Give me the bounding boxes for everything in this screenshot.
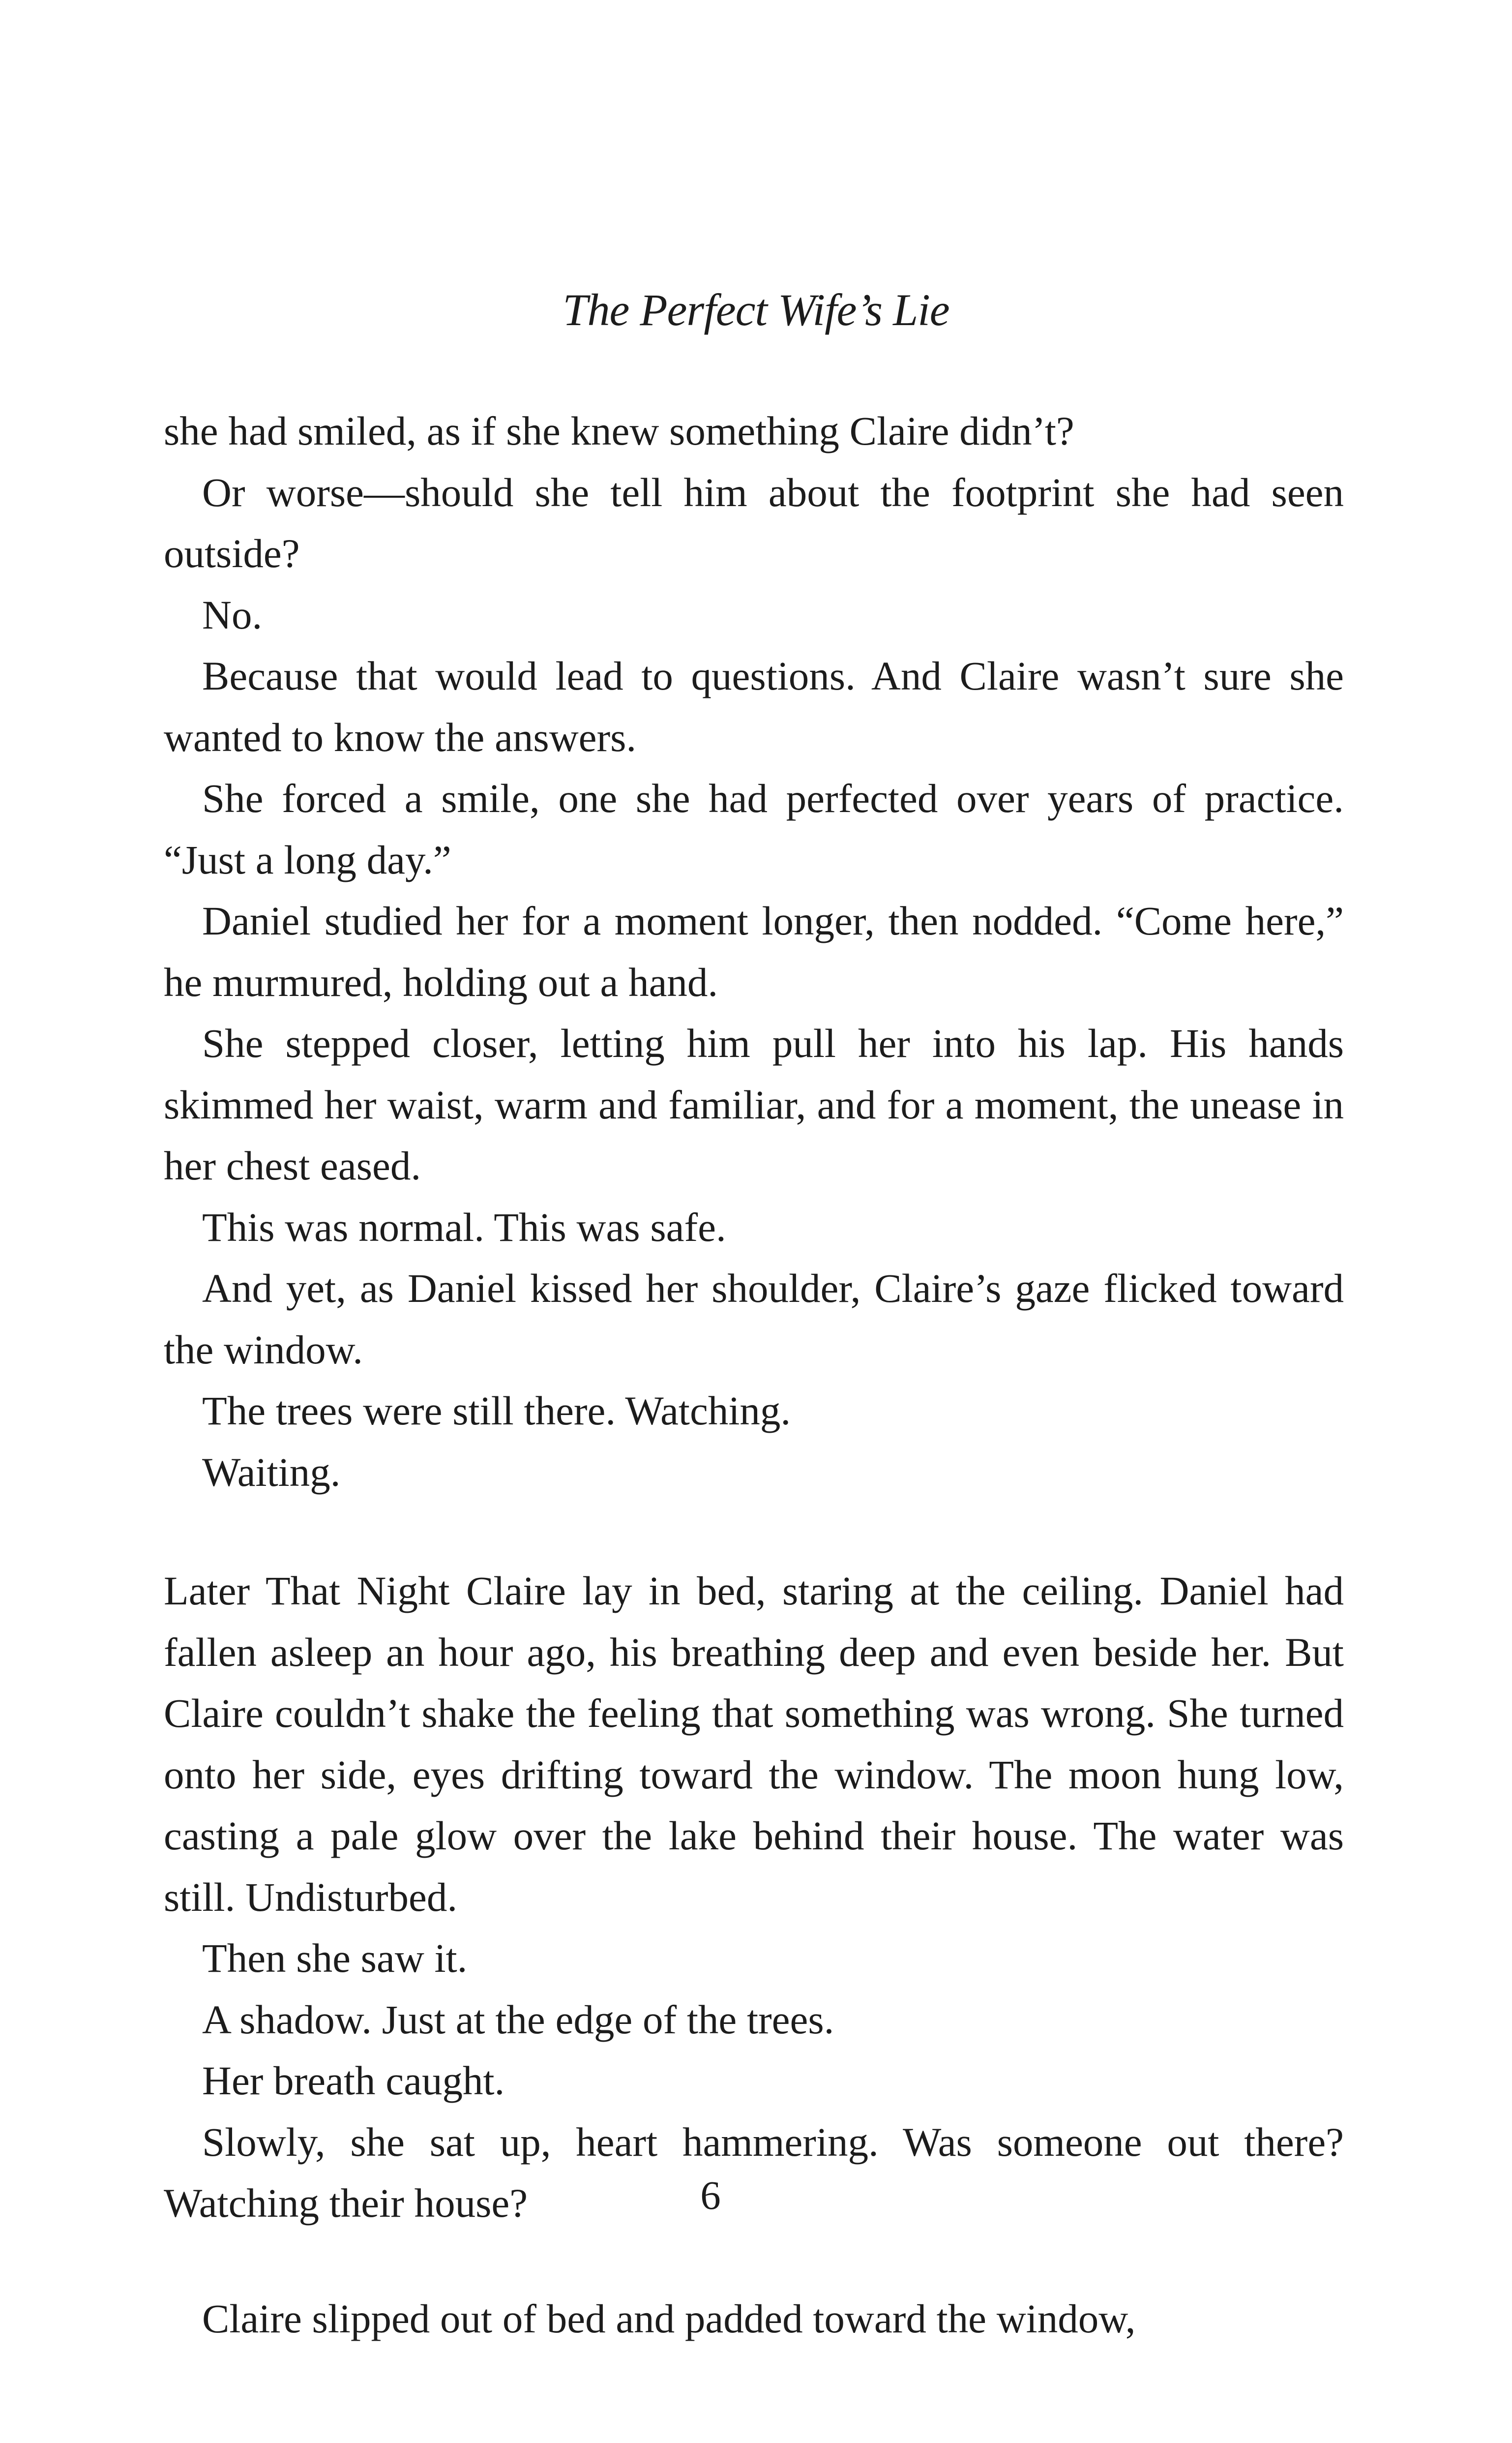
paragraph: She stepped closer, letting him pull her into his lap. His hands skimmed her waist, warm and familiar, and for a moment, the unease in her chest eased. bbox=[164, 1021, 1344, 1188]
paragraph: Or worse—should she tell him about the footprint she had seen outside? bbox=[164, 469, 1344, 576]
section-paragraph: Later That Night Claire lay in bed, staring at the ceiling. Daniel had fallen asleep an hour ago, his breathing deep and even beside her. But Claire couldn’t shake the feeling that something was wrong. She turned onto her side, eyes drifting toward the window. The moon hung low, casting a pale glow over the lake behind their house. The water was still. Undisturbed. bbox=[164, 1568, 1344, 1920]
paragraph: No. bbox=[202, 592, 263, 637]
paragraph: Then she saw it. bbox=[202, 1935, 468, 1981]
paragraph: A shadow. Just at the edge of the trees. bbox=[202, 1996, 834, 2042]
paragraph: Slowly, she sat up, heart hammering. Was someone out there? Watching their house? bbox=[164, 2119, 1344, 2226]
paragraph: And yet, as Daniel kissed her shoulder, Claire’s gaze flicked toward the window. bbox=[164, 1266, 1344, 1372]
running-head-title: The Perfect Wife’s Lie bbox=[563, 285, 949, 335]
body-text-upper bbox=[164, 400, 1344, 1503]
body-text-lower bbox=[164, 1560, 1344, 2234]
paragraph: she had smiled, as if she knew something Claire didn’t? bbox=[164, 408, 1074, 453]
paragraph: Daniel studied her for a moment longer, then nodded. “Come here,” he murmured, holding out a hand. bbox=[164, 898, 1344, 1005]
paragraph: This was normal. This was safe. bbox=[202, 1204, 726, 1250]
paragraph: She forced a smile, one she had perfected over years of practice. “Just a long day.” bbox=[164, 776, 1344, 882]
page-number: 6 bbox=[700, 2172, 721, 2218]
paragraph: The trees were still there. Watching. bbox=[202, 1388, 791, 1433]
paragraph: Waiting. bbox=[202, 1449, 341, 1495]
paragraph: Because that would lead to questions. And Claire wasn’t sure she wanted to know the answers. bbox=[164, 653, 1344, 760]
paragraph: Claire slipped out of bed and padded toward the window, bbox=[202, 2296, 1136, 2341]
paragraph: Her breath caught. bbox=[202, 2058, 505, 2103]
body-text-tail bbox=[164, 2288, 1344, 2350]
